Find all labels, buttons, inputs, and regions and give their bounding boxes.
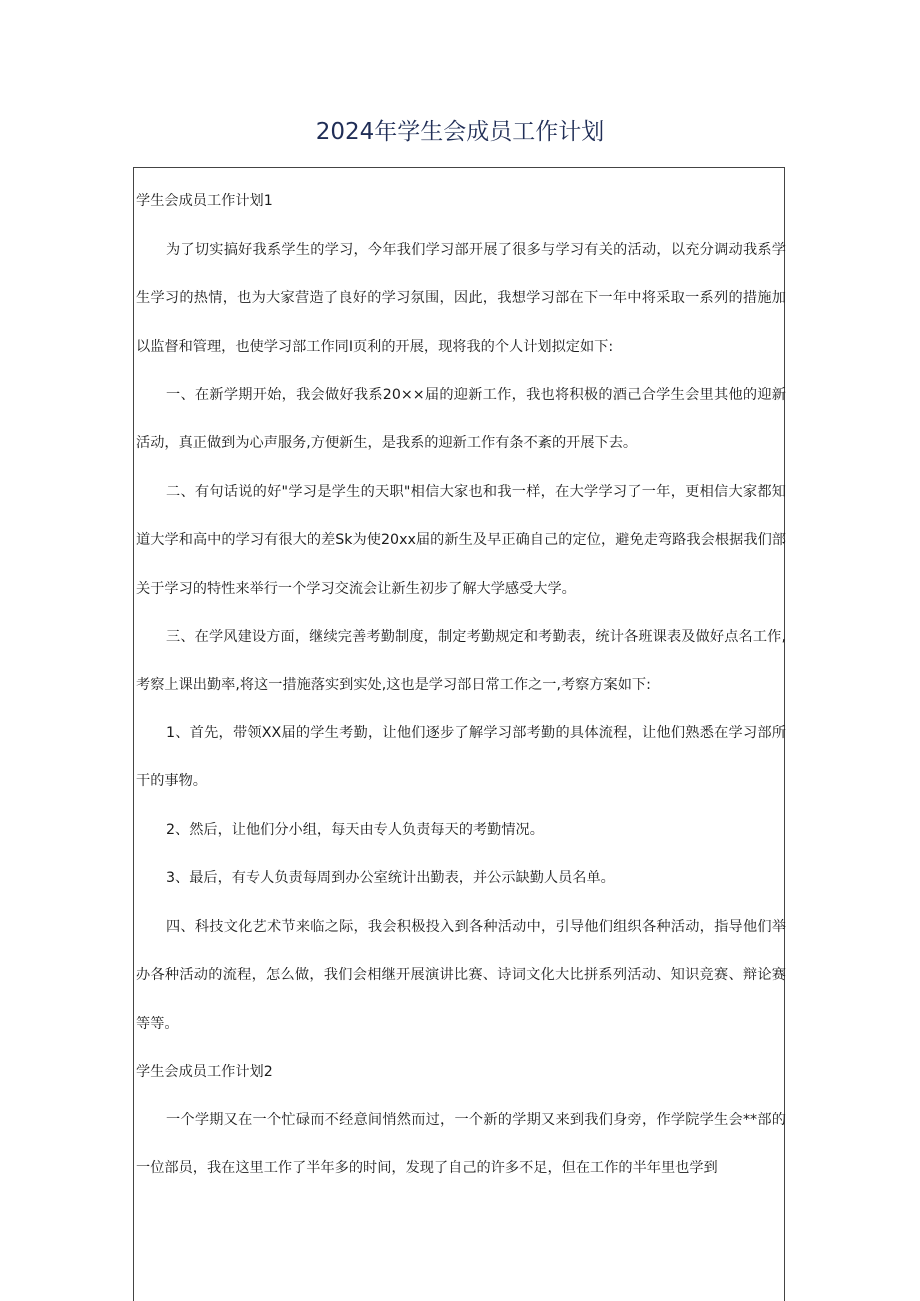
paragraph: 1、首先，带领XX届的学生考勤，让他们逐步了解学习部考勤的具体流程，让他们熟悉在学习部所干的事物。 [136, 725, 786, 790]
paragraph: 3、最后，有专人负责每周到办公室统计出勤表，并公示缺勤人员名单。 [166, 870, 615, 886]
paragraph: 一个学期又在一个忙碌而不经意间悄然而过，一个新的学期又来到我们身旁，作学院学生会**部的一位部员，我在这里工作了半年多的时间，发现了自己的许多不足，但在工作的半年里也学到 [136, 1112, 786, 1177]
paragraph: 2、然后，让他们分小组，每天由专人负责每天的考勤情况。 [166, 822, 544, 838]
paragraph: 二、有句话说的好"学习是学生的天职"相信大家也和我一样，在大学学习了一年，更相信大家都知道大学和高中的学习有很大的差Sk为使20xx届的新生及早正确自己的定位，避免走弯路我会根据我们部关于学习的特性来举行一个学习交流会让新生初步了解大学感受大学。 [136, 484, 786, 597]
section-heading-1: 学生会成员工作计划1 [136, 193, 273, 209]
page-title: 2024年学生会成员工作计划 [315, 119, 605, 145]
section-heading-2: 学生会成员工作计划2 [136, 1064, 273, 1080]
paragraph: 四、科技文化艺术节来临之际，我会积极投入到各种活动中，引导他们组织各种活动，指导他们举办各种活动的流程，怎么做，我们会相继开展演讲比赛、诗词文化大比拼系列活动、知识竞赛、辩论赛等等。 [136, 919, 786, 1032]
paragraph: 一、在新学期开始，我会做好我系20××届的迎新工作，我也将积极的酒己合学生会里其他的迎新活动，真正做到为心声服务,方便新生，是我系的迎新工作有条不紊的开展下去。 [136, 387, 786, 452]
paragraph: 为了切实搞好我系学生的学习，今年我们学习部开展了很多与学习有关的活动，以充分调动我系学生学习的热情，也为大家营造了良好的学习氛围，因此，我想学习部在下一年中将采取一系列的措施加以监督和管理，也使学习部工作同I页利的开展，现将我的个人计划拟定如下: [136, 242, 786, 355]
paragraph: 三、在学风建设方面，继续完善考勤制度，制定考勤规定和考勤表，统计各班课表及做好点名工作,考察上课出勤率,将这一措施落实到实处,这也是学习部日常工作之一,考察方案如下: [136, 629, 786, 694]
